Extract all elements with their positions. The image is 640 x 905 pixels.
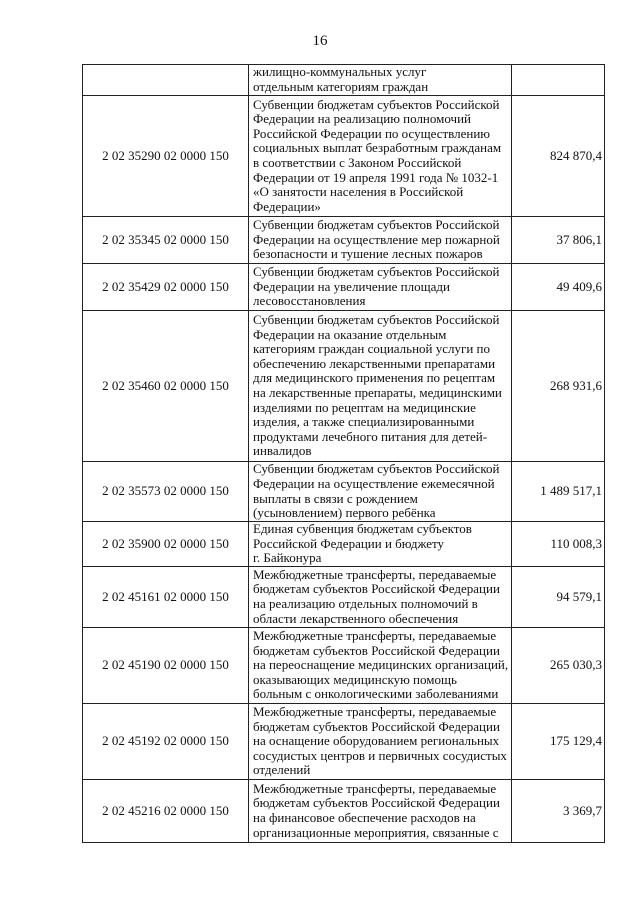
revenue-name-line: Субвенции бюджетам субъектов Российской <box>253 264 500 280</box>
budget-code-cell: 2 02 35290 02 0000 150 <box>83 96 249 217</box>
amount-cell: 268 931,6 <box>512 311 605 462</box>
revenue-name-cell <box>249 217 512 264</box>
revenue-name-line: жилищно-коммунальных услуг <box>253 64 427 80</box>
revenue-name-line: продуктами лечебного питания для детей- <box>253 428 488 444</box>
revenue-name-line: Федерации на реализацию полномочий <box>253 111 471 127</box>
revenue-name-line: на переоснащение медицинских организаций, <box>253 657 509 673</box>
amount-cell: 110 008,3 <box>512 522 605 567</box>
revenue-name-line: на финансовое обеспечение расходов на <box>253 810 476 825</box>
table-row <box>83 522 605 567</box>
revenue-name-line: на реализацию отдельных полномочий в <box>253 596 478 611</box>
revenue-name-line: на лекарственные препараты, медицинскими <box>253 385 502 400</box>
revenue-name-line: Субвенции бюджетам субъектов Российской <box>253 312 500 328</box>
revenue-name-line: области лекарственного обеспечения <box>253 610 459 626</box>
revenue-name-line: Российской Федерации по осуществлению <box>253 125 490 141</box>
revenue-name-line: Федерации на оказание отдельным <box>253 326 447 342</box>
budget-table <box>82 64 605 843</box>
revenue-name-line: категориям граждан социальной услуги по <box>253 341 491 357</box>
revenue-name-line: обеспечению лекарственными препаратами <box>253 355 496 371</box>
budget-code-cell: 2 02 45192 02 0000 150 <box>83 704 249 780</box>
revenue-name-line: оказывающих медицинскую помощь <box>253 671 457 687</box>
revenue-name-line: организационные мероприятия, связанные с <box>253 824 499 840</box>
revenue-name-line: изделиями по рецептам на медицинские <box>253 399 476 415</box>
revenue-name-line: Российской Федерации и бюджету <box>253 535 445 551</box>
revenue-name-line: бюджетам субъектов Российской Федерации <box>253 795 500 811</box>
revenue-name-line: Субвенции бюджетам субъектов Российской <box>253 461 500 477</box>
table-row <box>83 217 605 264</box>
amount-cell: 175 129,4 <box>512 704 605 780</box>
revenue-name-line: «О занятости населения в Российской <box>253 184 464 200</box>
budget-code-cell: 2 02 45190 02 0000 150 <box>83 628 249 704</box>
revenue-name-line: г. Байконура <box>253 550 322 566</box>
budget-code-cell: 2 02 35345 02 0000 150 <box>83 217 249 264</box>
budget-code-cell: 2 02 45161 02 0000 150 <box>83 567 249 628</box>
table-row <box>83 96 605 217</box>
revenue-name-line: больным с онкологическими заболеваниями <box>253 686 499 702</box>
revenue-name-cell <box>249 704 512 780</box>
amount-cell: 3 369,7 <box>512 780 605 843</box>
budget-code-cell <box>83 65 249 96</box>
revenue-name-cell <box>249 522 512 567</box>
table-row <box>83 628 605 704</box>
table-row <box>83 264 605 311</box>
revenue-name-cell <box>249 628 512 704</box>
revenue-name-line: Единая субвенция бюджетам субъектов <box>253 521 472 537</box>
table-row <box>83 311 605 462</box>
amount-cell: 94 579,1 <box>512 567 605 628</box>
revenue-name-line: отделений <box>253 762 311 778</box>
revenue-name-line: Федерации на осуществление ежемесячной <box>253 475 495 491</box>
budget-code-cell: 2 02 35460 02 0000 150 <box>83 311 249 462</box>
amount-cell <box>512 65 605 96</box>
revenue-name-cell <box>249 567 512 628</box>
revenue-name-line: Федерации на осуществление мер пожарной <box>253 231 500 247</box>
amount-cell: 37 806,1 <box>512 217 605 264</box>
revenue-name-line: Федерации на увеличение площади <box>253 278 450 294</box>
table-row <box>83 65 605 96</box>
revenue-name-cell <box>249 264 512 311</box>
revenue-name-line: для медицинского применения по рецептам <box>253 370 496 386</box>
amount-cell: 1 489 517,1 <box>512 462 605 522</box>
revenue-name-line: выплаты в связи с рождением <box>253 490 418 506</box>
revenue-name-cell <box>249 462 512 522</box>
amount-cell: 824 870,4 <box>512 96 605 217</box>
revenue-name-line: Субвенции бюджетам субъектов Российской <box>253 217 500 233</box>
revenue-name-line: отдельным категориям граждан <box>253 79 429 94</box>
revenue-name-line: сосудистых центров и первичных сосудистых <box>253 747 507 763</box>
revenue-name-line: социальных выплат безработным гражданам <box>253 140 502 156</box>
table-row <box>83 462 605 522</box>
budget-code-cell: 2 02 35573 02 0000 150 <box>83 462 249 522</box>
revenue-name-line: в соответствии с Законом Российской <box>253 155 462 170</box>
table-row <box>83 704 605 780</box>
budget-table-body <box>83 65 605 843</box>
revenue-name-line: лесовосстановления <box>253 293 366 309</box>
revenue-name-line: Федерации» <box>253 198 321 214</box>
revenue-name-cell <box>249 311 512 462</box>
table-row <box>83 780 605 843</box>
table-row <box>83 567 605 628</box>
revenue-name-line: безопасности и тушение лесных пожаров <box>253 246 483 262</box>
revenue-name-line: Межбюджетные трансферты, передаваемые <box>253 704 497 720</box>
budget-code-cell: 2 02 35900 02 0000 150 <box>83 522 249 567</box>
page-number: 16 <box>312 33 328 49</box>
revenue-name-line: Федерации от 19 апреля 1991 года № 1032-1 <box>253 169 499 185</box>
budget-code-cell: 2 02 35429 02 0000 150 <box>83 264 249 311</box>
revenue-name-line: на оснащение оборудованием региональных <box>253 733 500 749</box>
revenue-name-line: бюджетам субъектов Российской Федерации <box>253 581 500 597</box>
revenue-name-line: инвалидов <box>253 443 312 459</box>
revenue-name-line: Межбюджетные трансферты, передаваемые <box>253 780 497 796</box>
revenue-name-cell <box>249 65 512 96</box>
revenue-name-cell <box>249 96 512 217</box>
revenue-name-line: (усыновлением) первого ребёнка <box>253 505 436 521</box>
revenue-name-line: Межбюджетные трансферты, передаваемые <box>253 566 497 582</box>
amount-cell: 49 409,6 <box>512 264 605 311</box>
budget-code-cell: 2 02 45216 02 0000 150 <box>83 780 249 843</box>
revenue-name-line: Межбюджетные трансферты, передаваемые <box>253 628 497 644</box>
revenue-name-line: Субвенции бюджетам субъектов Российской <box>253 96 500 112</box>
revenue-name-line: бюджетам субъектов Российской Федерации <box>253 642 500 658</box>
revenue-name-line: бюджетам субъектов Российской Федерации <box>253 718 500 734</box>
revenue-name-line: изделия, а также специализированными <box>253 414 475 430</box>
amount-cell: 265 030,3 <box>512 628 605 704</box>
revenue-name-cell <box>249 780 512 843</box>
